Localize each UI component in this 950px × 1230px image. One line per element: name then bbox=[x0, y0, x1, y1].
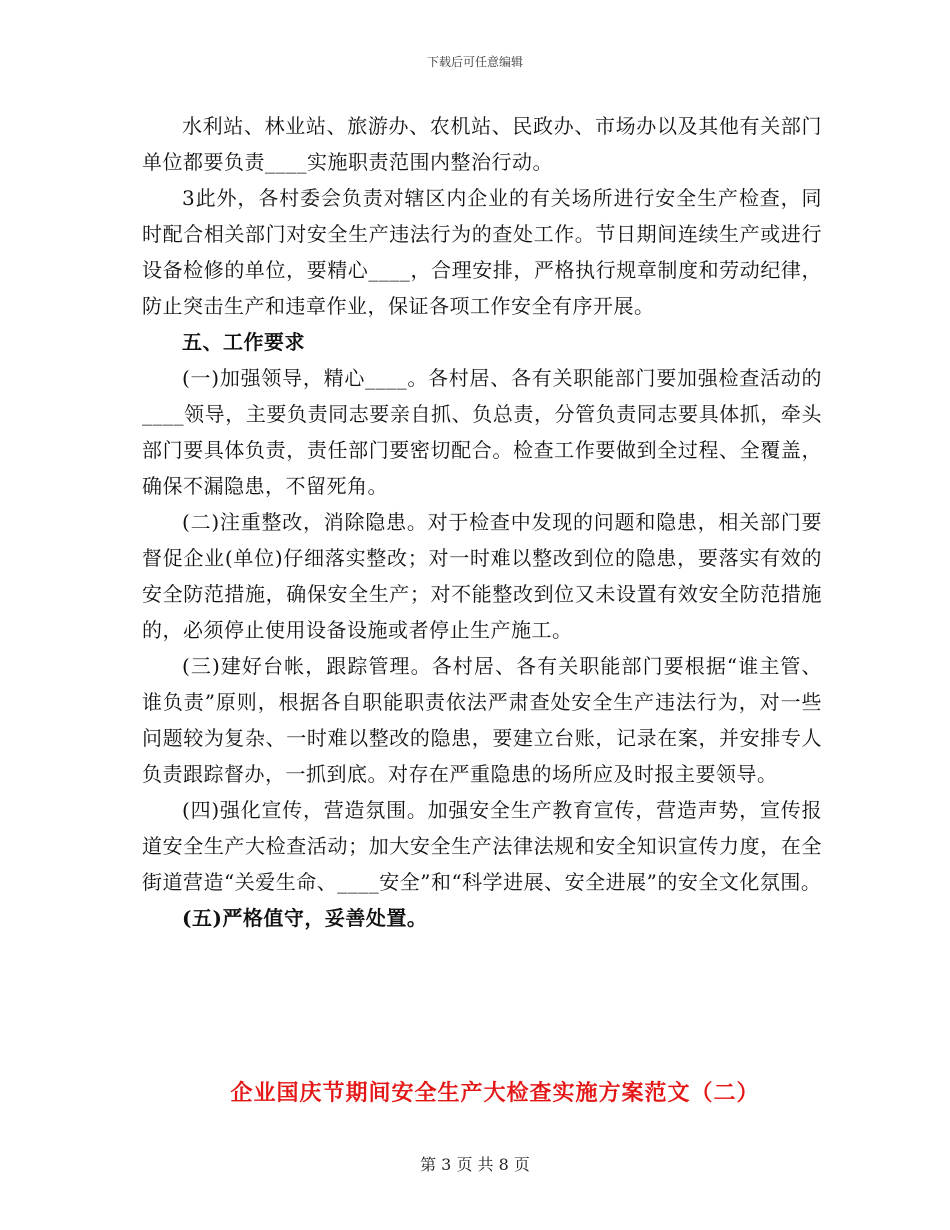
paragraph-rectification: (二)注重整改，消除隐患。对于检查中发现的问题和隐患，相关部门要督促企业(单位)仔细落实整改；对一时难以整改到位的隐患，要落实有效的安全防范措施，确保安全生产；对不能整改到位又未设置有效安全防范措施的，必须停止使用设备设施或者停止生产施工。 bbox=[142, 510, 822, 642]
paragraph-strict-duty: (五)严格值守，妥善处置。 bbox=[182, 906, 428, 930]
document-body bbox=[142, 108, 822, 936]
paragraph-publicity: (四)强化宣传，营造氛围。加强安全生产教育宣传，营造声势，宣传报道安全生产大检查活动；加大安全生产法律法规和安全知识宣传力度，在全街道营造“关爱生命、____安全”和“科学进展、安全进展”的安全文化氛围。 bbox=[142, 798, 822, 894]
paragraph-agencies: 水利站、林业站、旅游办、农机站、民政办、市场办以及其他有关部门单位都要负责____实施职责范围内整治行动。 bbox=[142, 114, 822, 174]
paragraph-strengthen-leadership: (一)加强领导，精心____。各村居、各有关职能部门要加强检查活动的____领导，主要负责同志要亲自抓、负总责，分管负责同志要具体抓，牵头部门要具体负责，责任部门要密切配合。检查工作要做到全过程、全覆盖，确保不漏隐患，不留死角。 bbox=[142, 366, 822, 498]
paragraph-ledger-tracking: (三)建好台帐，跟踪管理。各村居、各有关职能部门要根据“谁主管、谁负责”原则，根据各自职能职责依法严肃查处安全生产违法行为，对一些问题较为复杂、一时难以整改的隐患，要建立台账，记录在案，并安排专人负责跟踪督办，一抓到底。对存在严重隐患的场所应及时报主要领导。 bbox=[142, 654, 822, 786]
section-heading-work-requirements: 五、工作要求 bbox=[182, 330, 305, 354]
page-header-note: 下载后可任意编辑 bbox=[426, 55, 523, 69]
document-title-part-two: 企业国庆节期间安全生产大检查实施方案范文（二） bbox=[230, 1080, 760, 1106]
page-number-footer: 第 3 页 共 8 页 bbox=[420, 1155, 530, 1174]
paragraph-village-committees: 3此外，各村委会负责对辖区内企业的有关场所进行安全生产检查，同时配合相关部门对安全生产违法行为的查处工作。节日期间连续生产或进行设备检修的单位，要精心____，合理安排，严格执行规章制度和劳动纪律，防止突击生产和违章作业，保证各项工作安全有序开展。 bbox=[142, 186, 822, 318]
